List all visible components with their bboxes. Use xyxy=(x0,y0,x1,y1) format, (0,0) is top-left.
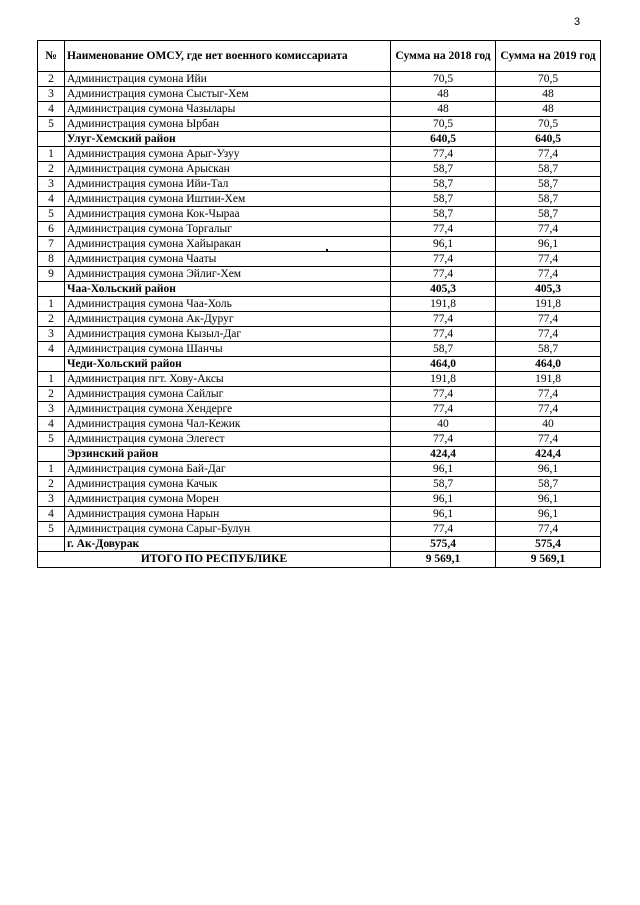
sum-2019: 58,7 xyxy=(496,477,601,492)
omsu-name: Администрация сумона Хендерге xyxy=(65,402,391,417)
row-number: 4 xyxy=(38,417,65,432)
table-row xyxy=(38,207,601,222)
omsu-name: Администрация сумона Ырбан xyxy=(65,117,391,132)
table-row xyxy=(38,222,601,237)
sum-2019: 464,0 xyxy=(496,357,601,372)
omsu-name: Администрация сумона Хайыракан xyxy=(65,237,391,252)
sum-2018: 96,1 xyxy=(391,507,496,522)
row-number xyxy=(38,282,65,297)
header-row xyxy=(38,41,601,72)
omsu-name: Администрация сумона Нарын xyxy=(65,507,391,522)
sum-2019: 96,1 xyxy=(496,462,601,477)
sum-2018: 77,4 xyxy=(391,312,496,327)
sum-2018: 70,5 xyxy=(391,72,496,87)
sum-2019: 77,4 xyxy=(496,402,601,417)
omsu-name: Администрация сумона Арыскан xyxy=(65,162,391,177)
omsu-name: Администрация сумона Арыг-Узуу xyxy=(65,147,391,162)
table-row xyxy=(38,252,601,267)
district-name: Эрзинский район xyxy=(65,447,391,462)
district-row xyxy=(38,357,601,372)
table-row xyxy=(38,237,601,252)
sum-2018: 77,4 xyxy=(391,147,496,162)
omsu-name: Администрация сумона Кок-Чыраа xyxy=(65,207,391,222)
omsu-name: Администрация сумона Качык xyxy=(65,477,391,492)
row-number: 2 xyxy=(38,387,65,402)
table-row xyxy=(38,372,601,387)
table-row xyxy=(38,417,601,432)
sum-2018: 464,0 xyxy=(391,357,496,372)
omsu-name: Администрация сумона Ак-Дуруг xyxy=(65,312,391,327)
sum-2019: 58,7 xyxy=(496,342,601,357)
omsu-name: Администрация сумона Иштии-Хем xyxy=(65,192,391,207)
omsu-name: Администрация сумона Шанчы xyxy=(65,342,391,357)
row-number xyxy=(38,447,65,462)
district-name: Улуг-Хемский район xyxy=(65,132,391,147)
row-number: 4 xyxy=(38,507,65,522)
sum-2019: 70,5 xyxy=(496,72,601,87)
sum-2018: 70,5 xyxy=(391,117,496,132)
sum-2018: 48 xyxy=(391,102,496,117)
omsu-name: Администрация сумона Чаа-Холь xyxy=(65,297,391,312)
omsu-name: Администрация сумона Сарыг-Булун xyxy=(65,522,391,537)
sum-2019: 96,1 xyxy=(496,507,601,522)
sum-2019: 77,4 xyxy=(496,252,601,267)
column-header-name: Наименование ОМСУ, где нет военного комиссариата xyxy=(65,41,391,72)
sum-2018: 77,4 xyxy=(391,387,496,402)
sum-2018: 191,8 xyxy=(391,372,496,387)
row-number: 8 xyxy=(38,252,65,267)
row-number: 6 xyxy=(38,222,65,237)
row-number: 3 xyxy=(38,327,65,342)
table-row xyxy=(38,192,601,207)
omsu-name: Администрация сумона Кызыл-Даг xyxy=(65,327,391,342)
omsu-name: Администрация сумона Чазылары xyxy=(65,102,391,117)
sum-2019: 96,1 xyxy=(496,492,601,507)
row-number: 2 xyxy=(38,162,65,177)
sum-2019: 191,8 xyxy=(496,297,601,312)
sum-2018: 77,4 xyxy=(391,402,496,417)
sum-2018: 575,4 xyxy=(391,537,496,552)
table-row xyxy=(38,267,601,282)
scan-speck xyxy=(326,249,328,251)
sum-2019: 70,5 xyxy=(496,117,601,132)
omsu-name: Администрация пгт. Хову-Аксы xyxy=(65,372,391,387)
sum-2018: 77,4 xyxy=(391,522,496,537)
table-row xyxy=(38,492,601,507)
table-row xyxy=(38,297,601,312)
total-sum-2019: 9 569,1 xyxy=(496,552,601,568)
sum-2019: 405,3 xyxy=(496,282,601,297)
total-label: ИТОГО ПО РЕСПУБЛИКЕ xyxy=(38,552,391,568)
table-row xyxy=(38,147,601,162)
total-sum-2018: 9 569,1 xyxy=(391,552,496,568)
table-row xyxy=(38,327,601,342)
sum-2019: 58,7 xyxy=(496,192,601,207)
sum-2018: 48 xyxy=(391,87,496,102)
sum-2019: 575,4 xyxy=(496,537,601,552)
sum-2018: 58,7 xyxy=(391,192,496,207)
row-number: 5 xyxy=(38,522,65,537)
sum-2019: 191,8 xyxy=(496,372,601,387)
sum-2018: 40 xyxy=(391,417,496,432)
omsu-name: Администрация сумона Чааты xyxy=(65,252,391,267)
total-row xyxy=(38,552,601,568)
table-row xyxy=(38,432,601,447)
sum-2018: 640,5 xyxy=(391,132,496,147)
table-row xyxy=(38,102,601,117)
sum-2019: 77,4 xyxy=(496,327,601,342)
row-number: 4 xyxy=(38,342,65,357)
sum-2019: 640,5 xyxy=(496,132,601,147)
row-number xyxy=(38,357,65,372)
row-number: 3 xyxy=(38,177,65,192)
row-number: 2 xyxy=(38,312,65,327)
table-row xyxy=(38,462,601,477)
omsu-name: Администрация сумона Морен xyxy=(65,492,391,507)
table-row xyxy=(38,402,601,417)
district-row xyxy=(38,132,601,147)
sum-2019: 48 xyxy=(496,102,601,117)
sum-2019: 58,7 xyxy=(496,177,601,192)
table-row xyxy=(38,387,601,402)
table-row xyxy=(38,72,601,87)
sum-2019: 40 xyxy=(496,417,601,432)
row-number: 9 xyxy=(38,267,65,282)
omsu-name: Администрация сумона Эйлиг-Хем xyxy=(65,267,391,282)
row-number: 5 xyxy=(38,117,65,132)
omsu-name: Администрация сумона Ийи xyxy=(65,72,391,87)
district-name: г. Ак-Довурак xyxy=(65,537,391,552)
omsu-name: Администрация сумона Ийи-Тал xyxy=(65,177,391,192)
sum-2018: 58,7 xyxy=(391,162,496,177)
table-row xyxy=(38,312,601,327)
row-number: 2 xyxy=(38,477,65,492)
district-name: Чеди-Хольский район xyxy=(65,357,391,372)
sum-2019: 77,4 xyxy=(496,267,601,282)
column-header-sum-2018: Сумма на 2018 год xyxy=(391,41,496,72)
row-number xyxy=(38,132,65,147)
omsu-name: Администрация сумона Бай-Даг xyxy=(65,462,391,477)
sum-2018: 58,7 xyxy=(391,177,496,192)
sum-2018: 77,4 xyxy=(391,222,496,237)
row-number: 7 xyxy=(38,237,65,252)
sum-2019: 77,4 xyxy=(496,522,601,537)
omsu-name: Администрация сумона Элегест xyxy=(65,432,391,447)
table-row xyxy=(38,522,601,537)
sum-2018: 96,1 xyxy=(391,462,496,477)
row-number: 5 xyxy=(38,207,65,222)
sum-2018: 58,7 xyxy=(391,477,496,492)
sum-2018: 424,4 xyxy=(391,447,496,462)
row-number: 1 xyxy=(38,372,65,387)
table-row xyxy=(38,87,601,102)
column-header-sum-2019: Сумма на 2019 год xyxy=(496,41,601,72)
page-number: 3 xyxy=(574,16,581,28)
table-row xyxy=(38,177,601,192)
table-row xyxy=(38,507,601,522)
row-number xyxy=(38,537,65,552)
column-header-number: № xyxy=(38,41,65,72)
table-row xyxy=(38,477,601,492)
sum-2018: 96,1 xyxy=(391,237,496,252)
sum-2019: 77,4 xyxy=(496,312,601,327)
sum-2018: 77,4 xyxy=(391,267,496,282)
sum-2019: 424,4 xyxy=(496,447,601,462)
row-number: 5 xyxy=(38,432,65,447)
omsu-name: Администрация сумона Сыстыг-Хем xyxy=(65,87,391,102)
omsu-name: Администрация сумона Сайлыг xyxy=(65,387,391,402)
row-number: 4 xyxy=(38,102,65,117)
row-number: 1 xyxy=(38,297,65,312)
omsu-name: Администрация сумона Чал-Кежик xyxy=(65,417,391,432)
sum-2019: 48 xyxy=(496,87,601,102)
sum-2019: 77,4 xyxy=(496,147,601,162)
row-number: 3 xyxy=(38,87,65,102)
district-row xyxy=(38,282,601,297)
sum-2019: 77,4 xyxy=(496,222,601,237)
sum-2018: 96,1 xyxy=(391,492,496,507)
row-number: 3 xyxy=(38,492,65,507)
sum-2018: 77,4 xyxy=(391,432,496,447)
district-name: Чаа-Хольский район xyxy=(65,282,391,297)
budget-table xyxy=(37,40,601,568)
row-number: 4 xyxy=(38,192,65,207)
row-number: 1 xyxy=(38,462,65,477)
row-number: 3 xyxy=(38,402,65,417)
sum-2019: 77,4 xyxy=(496,432,601,447)
row-number: 2 xyxy=(38,72,65,87)
table-row xyxy=(38,342,601,357)
sum-2019: 96,1 xyxy=(496,237,601,252)
table-row xyxy=(38,162,601,177)
district-row xyxy=(38,537,601,552)
sum-2018: 58,7 xyxy=(391,342,496,357)
sum-2018: 191,8 xyxy=(391,297,496,312)
sum-2018: 77,4 xyxy=(391,327,496,342)
sum-2018: 77,4 xyxy=(391,252,496,267)
sum-2019: 58,7 xyxy=(496,207,601,222)
district-row xyxy=(38,447,601,462)
sum-2018: 405,3 xyxy=(391,282,496,297)
sum-2019: 77,4 xyxy=(496,387,601,402)
row-number: 1 xyxy=(38,147,65,162)
table-body xyxy=(38,72,601,552)
omsu-name: Администрация сумона Торгалыг xyxy=(65,222,391,237)
sum-2018: 58,7 xyxy=(391,207,496,222)
sum-2019: 58,7 xyxy=(496,162,601,177)
table-row xyxy=(38,117,601,132)
